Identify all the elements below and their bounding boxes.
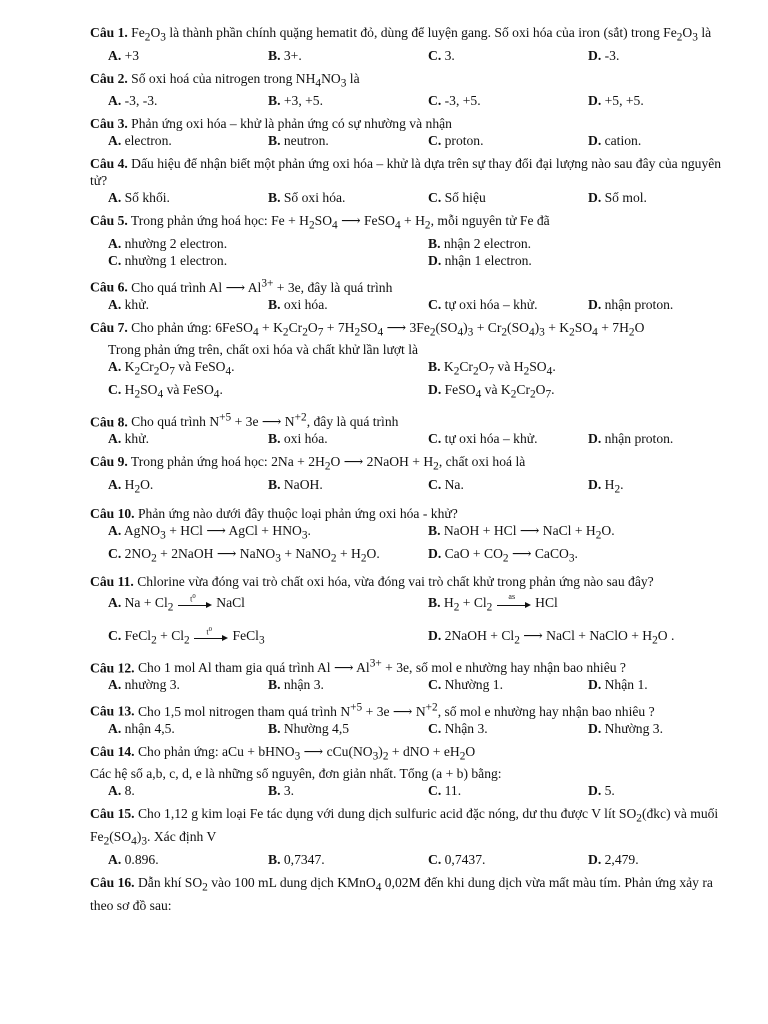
option-text: $K_2Cr_2O_7$ và $H_2SO_4$. <box>440 359 556 379</box>
option-label: B. <box>268 851 281 867</box>
option-label: A. <box>108 236 122 252</box>
option-label: D. <box>588 783 602 799</box>
question-5 <box>90 212 730 269</box>
option-text: 5. <box>601 783 615 799</box>
answer-options <box>90 676 730 693</box>
option-text: -3, +5. <box>441 93 481 109</box>
question-number: Câu 15. <box>90 806 135 822</box>
option-label: B. <box>268 783 281 799</box>
question-stem <box>90 319 730 342</box>
option-text: Số mol. <box>601 190 647 206</box>
question-number: Câu 5. <box>90 213 128 229</box>
option-label: C. <box>428 677 442 693</box>
answer-option-d <box>588 676 748 693</box>
option-label: C. <box>428 47 442 63</box>
answer-option-a <box>108 358 428 381</box>
answer-option-b <box>428 594 748 617</box>
option-text: 3+. <box>280 47 302 63</box>
option-label: D. <box>588 720 602 736</box>
option-text: Nhường 3. <box>601 720 663 736</box>
answer-options <box>90 522 730 567</box>
question-text: Cho 1,5 mol nitrogen tham quá trình $N^{+5} + 3e$ ⟶ $N^{+2}$, số mol e nhường hay nhận bao nhiêu ? <box>134 701 655 719</box>
answer-options <box>90 235 730 269</box>
answer-option-b <box>268 430 428 447</box>
option-text: -3, -3. <box>121 93 158 109</box>
answer-option-c <box>108 545 428 568</box>
question-text: Chlorine vừa đóng vai trò chất oxi hóa, vừa đóng vai trò chất khử trong phản ứng nào sau đây? <box>133 574 654 590</box>
question-8 <box>90 410 730 448</box>
question-number: Câu 11. <box>90 574 134 590</box>
answer-option-c <box>428 92 588 109</box>
question-stem <box>90 656 730 677</box>
question-text: Trong phản ứng hoá học: $2Na + 2H_2O$ ⟶ 2NaOH + $H_2$, chất oxi hoá là <box>127 454 526 474</box>
answer-option-b <box>268 720 428 737</box>
question-16 <box>90 874 730 914</box>
option-label: D. <box>588 431 602 447</box>
answer-options <box>90 358 730 403</box>
answer-option-b <box>268 676 428 693</box>
option-label: C. <box>428 720 442 736</box>
answer-options <box>90 47 730 64</box>
answer-option-c <box>428 720 588 737</box>
answer-option-d <box>588 296 748 313</box>
option-label: B. <box>268 93 281 109</box>
question-stem <box>90 155 730 189</box>
answer-option-d <box>588 782 748 799</box>
question-text: Cho phản ứng: 6FeSO$_4$ + $K_2Cr_2O_7 + 7H_2SO_4$ ⟶ $3Fe_2(SO_4)_3 + Cr_2(SO_4)_3 + K_2SO_4 + 7H_2O$ <box>127 319 645 339</box>
answer-option-c <box>428 782 588 799</box>
option-label: D. <box>588 477 602 493</box>
answer-option-a <box>108 476 268 499</box>
option-label: A. <box>108 720 122 736</box>
answer-option-c <box>108 252 428 269</box>
question-stem <box>90 453 730 476</box>
answer-option-d <box>428 252 748 269</box>
option-text: nhận 4,5. <box>121 720 175 736</box>
option-text: $2NO_2$ + 2NaOH ⟶ NaNO$_3$ + NaNO$_2$ + $H_2O$. <box>121 545 380 565</box>
option-label: A. <box>108 783 122 799</box>
question-4 <box>90 155 730 206</box>
answer-options <box>90 92 730 109</box>
option-text: khử. <box>121 431 149 447</box>
option-label: C. <box>108 627 122 643</box>
answer-options <box>90 720 730 737</box>
option-text: oxi hóa. <box>280 431 328 447</box>
option-text: Số hiệu <box>441 190 486 206</box>
option-text: 3. <box>280 783 295 799</box>
option-label: B. <box>268 720 281 736</box>
option-text: Số khối. <box>121 190 170 206</box>
question-number: Câu 4. <box>90 156 128 172</box>
option-text: NaOH. <box>280 477 323 493</box>
option-text: Nhận 1. <box>601 677 648 693</box>
option-text: NaOH + HCl ⟶ NaCl + $H_2O$. <box>440 522 615 542</box>
option-text: nhận proton. <box>601 431 674 447</box>
option-label: C. <box>428 296 442 312</box>
option-label: C. <box>428 431 442 447</box>
option-text: neutron. <box>280 133 329 149</box>
option-text: $H_2O$. <box>121 477 154 496</box>
option-label: B. <box>428 522 441 538</box>
answer-option-a <box>108 676 268 693</box>
question-text: $Fe_2O_3$ là thành phần chính quặng hematit đỏ, dùng để luyện gang. Số oxi hóa của iron (sắt) trong $Fe_2O_3$ là <box>127 25 712 44</box>
option-text: tự oxi hóa – khử. <box>441 296 538 312</box>
option-text: Na. <box>441 477 464 493</box>
answer-option-b <box>268 296 428 313</box>
option-label: C. <box>108 253 122 269</box>
question-text: Số oxi hoá của nitrogen trong $NH_4NO_3$ là <box>127 70 360 90</box>
question-stem <box>90 805 730 850</box>
question-stem <box>90 212 730 235</box>
option-text: FeCl$_2$ + $Cl_2$ $t^0$ FeCl$_3$ <box>121 625 265 647</box>
answer-option-c <box>108 627 428 650</box>
question-2 <box>90 70 730 110</box>
option-text: Số oxi hóa. <box>280 190 346 206</box>
question-text: Cho quá trình Al ⟶ $Al^{3+} + 3e$, đây là quá trình <box>127 277 393 295</box>
option-label: C. <box>428 851 442 867</box>
question-9 <box>90 453 730 498</box>
answer-option-b <box>268 189 428 206</box>
question-10 <box>90 505 730 567</box>
answer-option-a <box>108 189 268 206</box>
option-label: C. <box>428 190 442 206</box>
answer-option-c <box>428 132 588 149</box>
question-note: Trong phản ứng trên, chất oxi hóa và chất khử lần lượt là <box>108 342 419 358</box>
option-label: C. <box>108 545 122 561</box>
answer-option-d <box>428 545 748 568</box>
option-label: B. <box>268 296 281 312</box>
answer-option-c <box>428 47 588 64</box>
answer-option-c <box>428 430 588 447</box>
question-stem <box>90 24 730 47</box>
option-label: A. <box>108 595 122 611</box>
answer-option-d <box>588 92 748 109</box>
option-text: Nhường 1. <box>441 677 503 693</box>
option-label: A. <box>108 522 122 538</box>
question-stem <box>90 70 730 93</box>
option-label: B. <box>428 236 441 252</box>
answer-option-d <box>588 430 748 447</box>
answer-option-a <box>108 92 268 109</box>
option-label: C. <box>428 133 442 149</box>
answer-option-d <box>588 132 748 149</box>
option-label: D. <box>428 382 442 398</box>
answer-option-b <box>268 92 428 109</box>
option-text: FeSO$_4$ và $K_2Cr_2O_7$. <box>441 382 555 401</box>
answer-option-d <box>588 476 748 499</box>
option-text: CaO + $CO_2$ ⟶ CaCO$_3$. <box>441 545 578 565</box>
option-text: Nhận 3. <box>441 720 488 736</box>
answer-options <box>90 851 730 868</box>
question-number: Câu 1. <box>90 25 128 40</box>
question-text: Phản ứng oxi hóa – khử là phản ứng có sự nhường và nhận <box>127 116 452 132</box>
question-3 <box>90 115 730 149</box>
question-14 <box>90 743 730 800</box>
option-text: -3. <box>601 47 620 63</box>
option-label: D. <box>588 47 602 63</box>
option-label: B. <box>268 677 281 693</box>
answer-option-c <box>108 381 428 404</box>
option-label: B. <box>268 477 281 493</box>
option-text: $Na + Cl_2$ $t^0$ NaCl <box>121 593 245 614</box>
option-label: A. <box>108 93 122 109</box>
question-text: Dấu hiệu để nhận biết một phản ứng oxi hóa – khử là dựa trên sự thay đổi đại lượng nào sau đây của nguyên tử? <box>90 156 722 189</box>
option-label: A. <box>108 359 122 375</box>
answer-option-b <box>268 47 428 64</box>
answer-options <box>90 189 730 206</box>
answer-option-c <box>428 851 588 868</box>
question-text: Cho phản ứng: aCu + bHNO$_3$ ⟶ $cCu(NO_3)_2$ + dNO + $eH_2O$ Các hệ số a,b, c, d, e là những số nguyên, đơn giản nhất. Tổng (a + b) bằng: <box>90 743 502 782</box>
option-text: nhường 2 electron. <box>121 236 228 252</box>
option-label: B. <box>428 359 441 375</box>
question-number: Câu 16. <box>90 874 135 890</box>
answer-options <box>90 430 730 447</box>
question-number: Câu 12. <box>90 660 135 676</box>
option-label: D. <box>428 253 442 269</box>
answer-options <box>90 132 730 149</box>
question-text: Trong phản ứng hoá học: $Fe + H_2SO_4$ ⟶ FeSO$_4$ + $H_2$, mỗi nguyên tử Fe đã <box>127 213 550 233</box>
question-11 <box>90 573 730 649</box>
answer-option-b <box>428 522 748 545</box>
option-text: $H_2$. <box>601 477 624 496</box>
question-13 <box>90 699 730 737</box>
answer-option-a <box>108 851 268 868</box>
option-text: electron. <box>121 133 172 149</box>
question-6 <box>90 275 730 313</box>
exam-page <box>90 24 730 920</box>
option-label: A. <box>108 477 122 493</box>
option-label: C. <box>108 382 122 398</box>
option-label: A. <box>108 677 122 693</box>
option-label: C. <box>428 783 442 799</box>
question-number: Câu 3. <box>90 116 128 132</box>
option-text: proton. <box>441 133 484 149</box>
answer-option-a <box>108 782 268 799</box>
answer-option-b <box>428 235 748 252</box>
answer-option-a <box>108 522 428 545</box>
option-text: $K_2Cr_2O_7$ và FeSO$_4$. <box>121 359 235 379</box>
question-number: Câu 13. <box>90 703 135 719</box>
option-text: $H_2 + Cl_2$ as HCl <box>440 592 558 614</box>
answer-option-d <box>588 189 748 206</box>
question-stem <box>90 699 730 720</box>
question-number: Câu 9. <box>90 454 128 470</box>
option-label: A. <box>108 47 122 63</box>
option-text: tự oxi hóa – khử. <box>441 431 538 447</box>
question-number: Câu 14. <box>90 743 135 759</box>
option-text: oxi hóa. <box>280 296 328 312</box>
question-number: Câu 7. <box>90 319 128 335</box>
question-stem <box>90 743 730 783</box>
option-label: B. <box>268 431 281 447</box>
answer-option-b <box>268 782 428 799</box>
option-text: cation. <box>601 133 642 149</box>
option-label: D. <box>588 677 602 693</box>
question-text: Phản ứng nào dưới đây thuộc loại phản ứng oxi hóa - khử? <box>134 505 458 521</box>
option-label: D. <box>428 627 442 643</box>
answer-option-d <box>428 381 748 404</box>
question-number: Câu 2. <box>90 70 128 86</box>
question-stem <box>90 410 730 431</box>
question-text: Cho 1,12 g kim loại Fe tác dụng với dung dịch sulfuric acid đặc nóng, dư thu được V lít $SO_2(đkc)$ và muối $Fe_2(SO_4)_3$. Xác định V <box>90 806 719 848</box>
answer-option-d <box>428 627 748 650</box>
question-15 <box>90 805 730 867</box>
option-text: nhường 1 electron. <box>121 253 228 269</box>
answer-option-a <box>108 594 428 617</box>
option-label: C. <box>428 477 442 493</box>
option-label: A. <box>108 190 122 206</box>
option-text: +3 <box>121 47 140 63</box>
answer-options <box>90 782 730 799</box>
answer-option-b <box>428 358 748 381</box>
answer-option-a <box>108 430 268 447</box>
answer-option-a <box>108 720 268 737</box>
option-text: 2,479. <box>601 851 639 867</box>
answer-option-a <box>108 47 268 64</box>
answer-option-b <box>268 851 428 868</box>
option-text: nhận 2 electron. <box>440 236 532 252</box>
question-12 <box>90 656 730 694</box>
option-text: nhận proton. <box>601 296 674 312</box>
option-label: A. <box>108 296 122 312</box>
answer-option-d <box>588 47 748 64</box>
question-text: Dẫn khí $SO_2$ vào 100 mL dung dịch KMnO$_4$ 0,02M đến khi dung dịch vừa mất màu tím. Phản ứng xảy ra theo sơ đồ sau: <box>90 874 713 913</box>
answer-option-a <box>108 132 268 149</box>
option-label: C. <box>428 93 442 109</box>
option-text: $H_2SO_4$ và FeSO$_4$. <box>121 382 223 401</box>
option-text: +5, +5. <box>601 93 644 109</box>
answer-options <box>90 476 730 499</box>
answer-options <box>90 594 730 649</box>
option-text: 8. <box>121 783 135 799</box>
option-label: D. <box>588 190 602 206</box>
option-label: B. <box>428 595 441 611</box>
answer-options <box>90 296 730 313</box>
option-text: 11. <box>441 783 462 799</box>
answer-option-c <box>428 676 588 693</box>
answer-option-c <box>428 189 588 206</box>
option-text: AgNO$_3$ + HCl ⟶ AgCl + $HNO_3$. <box>121 522 311 542</box>
option-text: khử. <box>121 296 149 312</box>
option-label: D. <box>588 133 602 149</box>
question-text: Cho quá trình $N^{+5} + 3e$ ⟶ $N^{+2}$, đây là quá trình <box>127 411 399 430</box>
answer-option-b <box>268 476 428 499</box>
answer-option-a <box>108 235 428 252</box>
option-text: 0,7437. <box>441 851 486 867</box>
question-1 <box>90 24 730 64</box>
question-number: Câu 8. <box>90 414 128 430</box>
option-label: B. <box>268 190 281 206</box>
question-stem <box>90 275 730 296</box>
option-label: A. <box>108 431 122 447</box>
option-text: 0,7347. <box>280 851 325 867</box>
option-text: 2NaOH + $Cl_2$ ⟶ NaCl + NaClO + $H_2O$ . <box>441 627 675 647</box>
option-text: Nhường 4,5 <box>280 720 350 736</box>
option-label: D. <box>588 93 602 109</box>
answer-option-a <box>108 296 268 313</box>
question-stem <box>90 115 730 132</box>
option-label: B. <box>268 47 281 63</box>
option-label: D. <box>588 851 602 867</box>
question-text: Cho 1 mol Al tham gia quá trình Al ⟶ $Al^{3+} + 3e$, số mol e nhường hay nhận bao nhiêu ? <box>134 657 626 676</box>
question-number: Câu 6. <box>90 279 128 295</box>
option-text: 0.896. <box>121 851 159 867</box>
answer-option-b <box>268 132 428 149</box>
option-label: A. <box>108 851 122 867</box>
question-7 <box>90 319 730 404</box>
question-stem <box>90 874 730 914</box>
option-text: nhường 3. <box>121 677 180 693</box>
question-number: Câu 10. <box>90 505 135 521</box>
option-label: A. <box>108 133 122 149</box>
answer-option-c <box>428 476 588 499</box>
option-label: D. <box>588 296 602 312</box>
option-text: nhận 1 electron. <box>441 253 532 269</box>
option-label: D. <box>428 545 442 561</box>
answer-option-d <box>588 720 748 737</box>
option-text: +3, +5. <box>280 93 323 109</box>
question-stem <box>90 573 730 590</box>
option-text: nhận 3. <box>280 677 324 693</box>
option-label: B. <box>268 133 281 149</box>
option-text: 3. <box>441 47 455 63</box>
answer-option-c <box>428 296 588 313</box>
answer-option-d <box>588 851 748 868</box>
question-stem <box>90 505 730 522</box>
